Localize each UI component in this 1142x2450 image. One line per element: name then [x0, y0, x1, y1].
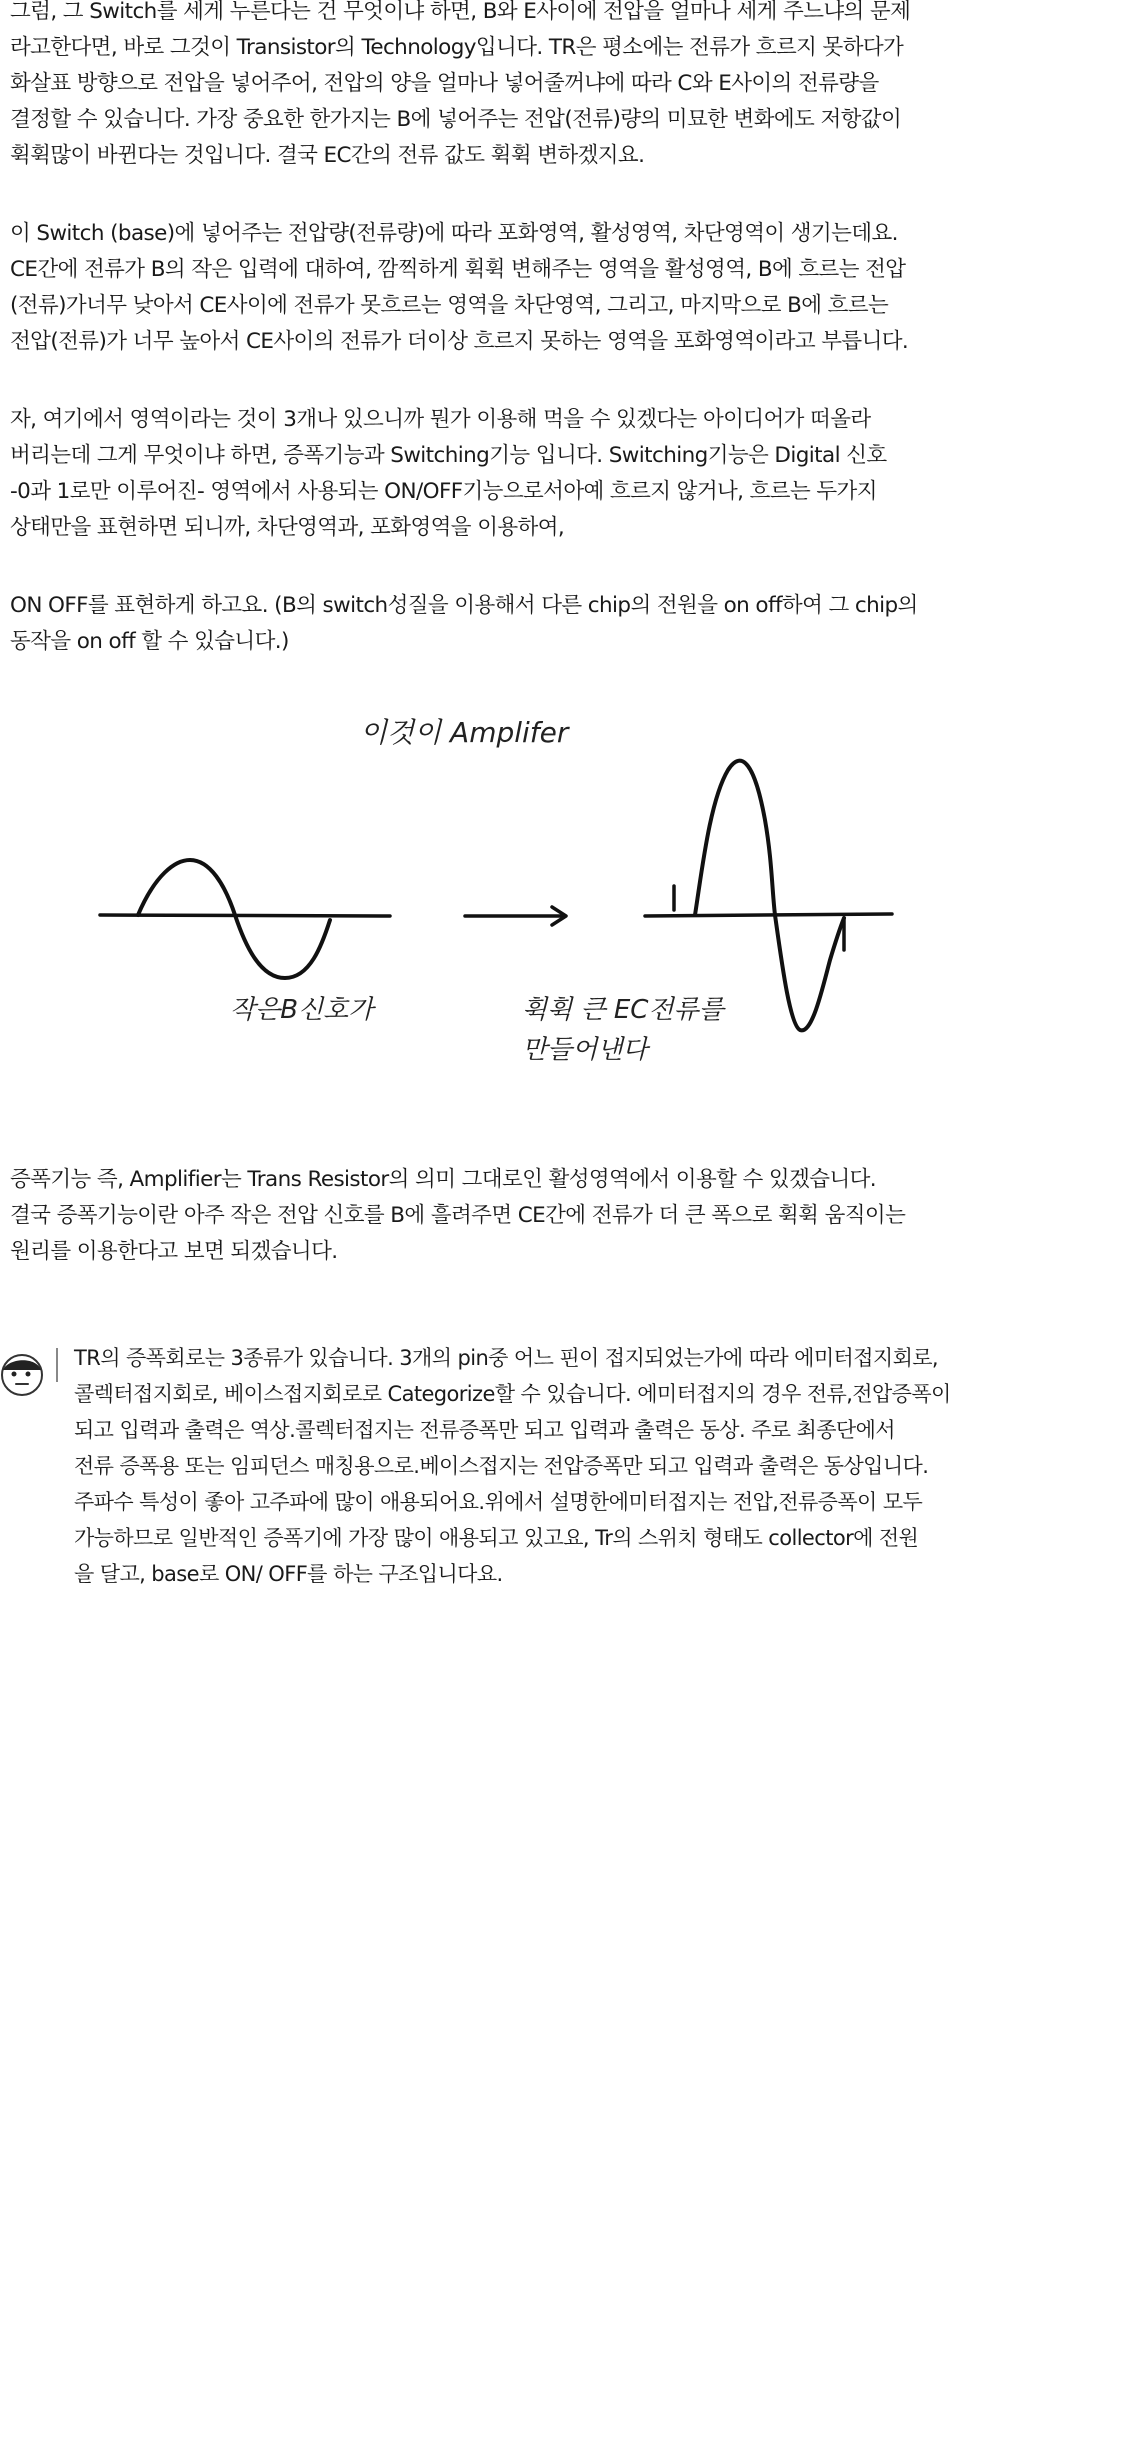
text-line: -0과 1로만 이루어진- 영역에서 사용되는 ON/OFF기능으로서아예 흐르지 않거나, 흐르는 두가지 — [10, 479, 877, 504]
right-caption-line2: 만들어낸다 — [522, 1035, 648, 1065]
text-line: 전류 증폭용 또는 임피던스 매칭용으로.베이스접지는 전압증폭만 되고 입력과 출력은 동상입니다. — [74, 1454, 929, 1478]
text-line: 결국 증폭기능이란 아주 작은 전압 신호를 B에 흘려주면 CE간에 전류가 더 큰 폭으로 휙휙 움직이는 — [10, 1203, 906, 1228]
left-axis-line — [100, 915, 390, 916]
paragraph-switching-function — [10, 402, 1090, 546]
amplifier-illustration — [60, 700, 940, 1100]
text-line: 을 달고, base로 ON/ OFF를 하는 구조입니다요. — [74, 1562, 503, 1586]
text-line: 콜렉터접지회로, 베이스접지회로로 Categorize할 수 있습니다. 에미터접지의 경우 전류,전압증폭이 — [74, 1382, 951, 1406]
paragraph-on-off — [10, 588, 1090, 660]
right-axis-line — [645, 914, 892, 916]
paragraph-operating-regions — [10, 216, 1090, 360]
text-line: 라고한다면, 바로 그것이 Transistor의 Technology입니다. TR은 평소에는 전류가 흐르지 못하다가 — [10, 35, 904, 60]
right-caption-line1: 휙휙 큰 EC전류를 — [522, 995, 724, 1025]
text-line: 증폭기능 즉, Amplifier는 Trans Resistor의 의미 그대로인 활성영역에서 이용할 수 있겠습니다. — [10, 1167, 877, 1192]
text-line: (전류)가너무 낮아서 CE사이에 전류가 못흐르는 영역을 차단영역, 그리고, 마지막으로 B에 흐르는 — [10, 293, 889, 318]
left-caption: 작은B신호가 — [230, 995, 374, 1025]
paragraph-amplifier — [10, 1162, 1090, 1270]
text-line: 그럼, 그 Switch를 세게 누른다는 건 무엇이냐 하면, B와 E사이에 전압을 얼마나 세게 주느냐의 문제 — [10, 0, 911, 24]
text-line: 버리는데 그게 무엇이냐 하면, 증폭기능과 Switching기능 입니다. Switching기능은 Digital 신호 — [10, 443, 887, 468]
text-line: 화살표 방향으로 전압을 넣어주어, 전압의 양을 얼마나 넣어줄꺼냐에 따라 C와 E사이의 전류량을 — [10, 71, 879, 96]
paragraph-switch-voltage — [10, 0, 1090, 174]
text-line: 되고 입력과 출력은 역상.콜렉터접지는 전류증폭만 되고 입력과 출력은 동상. 주로 최종단에서 — [74, 1418, 895, 1442]
text-line: 자, 여기에서 영역이라는 것이 3개나 있으니까 뭔가 이용해 먹을 수 있겠다는 아이디어가 떠올라 — [10, 407, 871, 432]
text-line: 원리를 이용한다고 보면 되겠습니다. — [10, 1239, 338, 1264]
text-line: TR의 증폭회로는 3종류가 있습니다. 3개의 pin중 어느 핀이 접지되었는가에 따라 에미터접지회로, — [74, 1346, 939, 1370]
amplifier-drawing — [60, 700, 940, 1100]
large-output-wave — [695, 761, 844, 1031]
comment-divider — [56, 1348, 58, 1382]
text-line: 전압(전류)가 너무 높아서 CE사이의 전류가 더이상 흐르지 못하는 영역을 포화영역이라고 부릅니다. — [10, 329, 909, 354]
text-line: 상태만을 표현하면 되니까, 차단영역과, 포화영역을 이용하여, — [10, 515, 565, 540]
text-line: ON OFF를 표현하게 하고요. (B의 switch성질을 이용해서 다른 chip의 전원을 on off하여 그 chip의 — [10, 593, 918, 618]
text-line: 이 Switch (base)에 넣어주는 전압량(전류량)에 따라 포화영역, 활성영역, 차단영역이 생기는데요. — [10, 221, 898, 246]
face-avatar-icon — [0, 1350, 50, 1400]
text-line: 주파수 특성이 좋아 고주파에 많이 애용되어요.위에서 설명한에미터접지는 전압,전류증폭이 모두 — [74, 1490, 923, 1514]
text-line: 결정할 수 있습니다. 가장 중요한 한가지는 B에 넣어주는 전압(전류)량의 미묘한 변화에도 저항값이 — [10, 107, 902, 132]
small-input-wave — [138, 860, 330, 978]
text-line: 가능하므로 일반적인 증폭기에 가장 많이 애용되고 있고요, Tr의 스위치 형태도 collector에 전원 — [74, 1526, 919, 1550]
text-line: CE간에 전류가 B의 작은 입력에 대하여, 깜찍하게 휙휙 변해주는 영역을 활성영역, B에 흐르는 전압 — [10, 257, 906, 282]
text-line: 동작을 on off 할 수 있습니다.) — [10, 629, 289, 654]
figure-title: 이것이 Amplifer — [360, 716, 569, 749]
text-line: 휙휙많이 바뀐다는 것입니다. 결국 EC간의 전류 값도 휙휙 변하겠지요. — [10, 143, 645, 168]
comment-text — [74, 1340, 1114, 1592]
